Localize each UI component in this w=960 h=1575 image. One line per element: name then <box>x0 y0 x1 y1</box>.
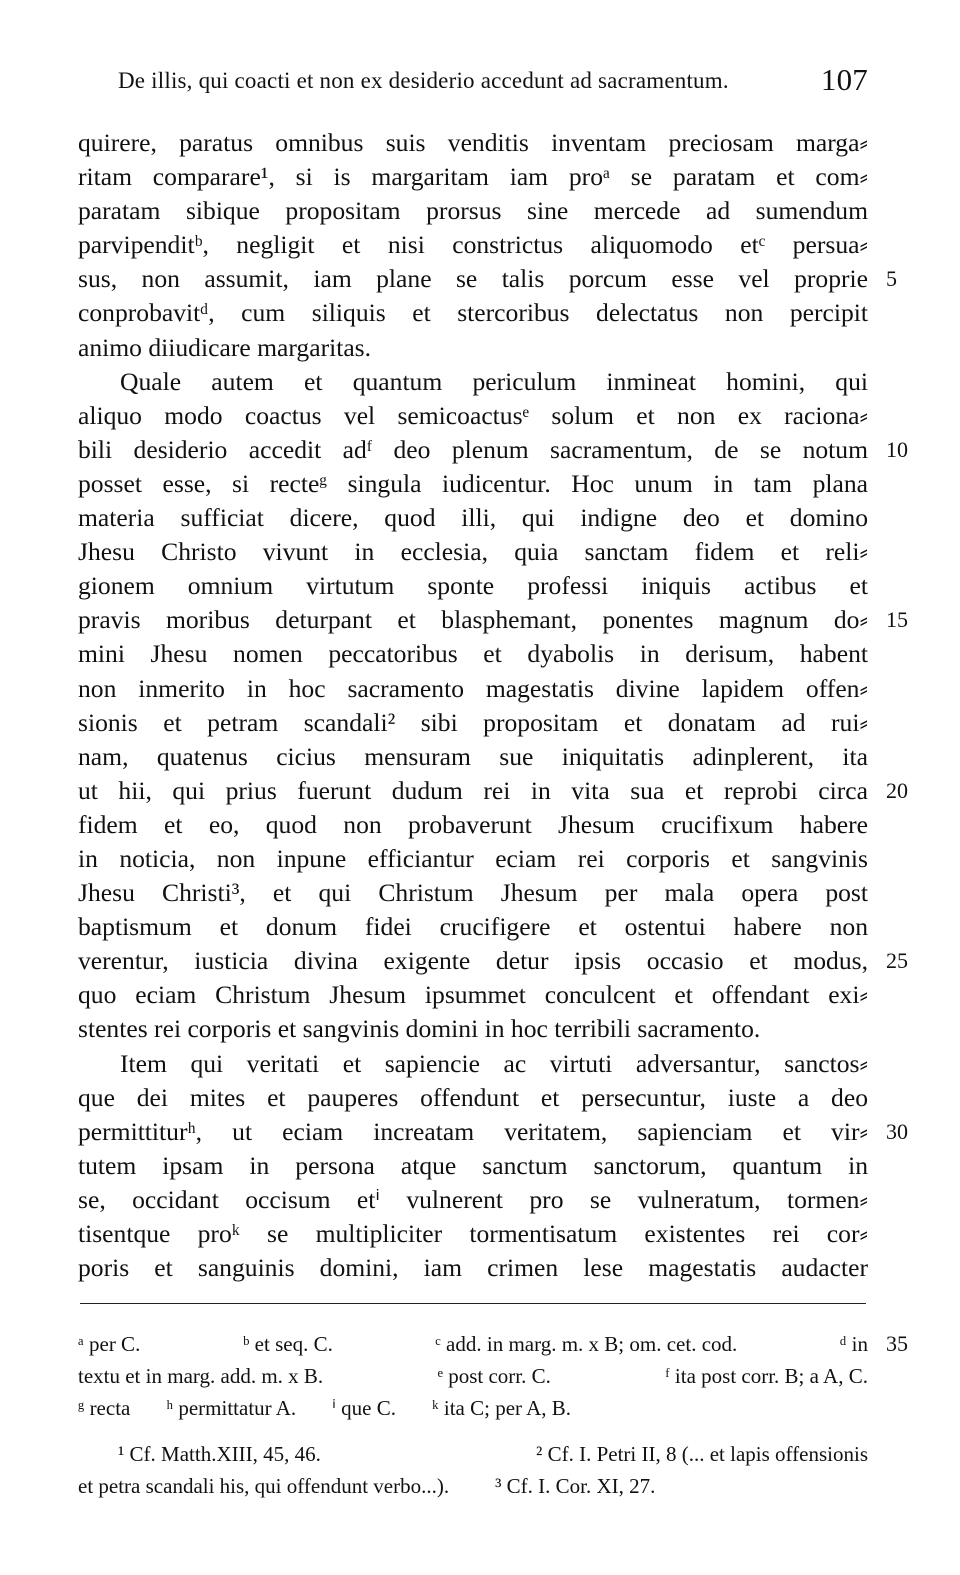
citation-note: ¹ Cf. Matth.XIII, 45, 46. <box>118 1442 321 1466</box>
text-line <box>78 262 897 296</box>
text-line <box>78 296 868 330</box>
text-line <box>78 774 908 808</box>
line-text: pravis moribus deturpant et blasphemant, ponentes magnum do⸗ <box>78 605 868 635</box>
line-text: parvipenditᵇ, negligit et nisi constrictus aliquomodo etᶜ persua⸗ <box>78 230 868 260</box>
citation-note: ² Cf. I. Petri II, 8 (... et lapis offensionis <box>536 1442 868 1466</box>
variant-note: ⁱ que C. <box>332 1396 397 1420</box>
line-text: tutem ipsam in persona atque sanctum sanctorum, quantum in <box>78 1150 868 1180</box>
line-text: que dei mites et pauperes offendunt et persecuntur, iuste a deo <box>78 1082 868 1112</box>
line-text: Jhesu Christo vivunt in ecclesia, quia sanctam fidem et reli⸗ <box>78 537 868 567</box>
line-text: materia sufficiat dicere, quod illi, qui indigne deo et domino <box>78 503 868 533</box>
line-text: aliquo modo coactus vel semicoactusᵉ solum et non ex raciona⸗ <box>78 400 868 430</box>
text-line <box>78 910 868 944</box>
text-line <box>78 1217 868 1251</box>
footnotes <box>78 1328 908 1502</box>
line-text: Quale autem et quantum periculum inmineat homini, qui <box>120 366 868 396</box>
line-text: quo eciam Christum Jhesum ipsummet conculcent et offendant exi⸗ <box>78 980 868 1010</box>
text-line <box>78 672 868 706</box>
text-line <box>78 569 868 603</box>
line-number: 25 <box>886 948 908 974</box>
line-text: permittiturʰ, ut eciam increatam veritatem, sapienciam et vir⸗ <box>78 1116 868 1146</box>
text-line <box>78 365 868 399</box>
variant-note: ᵍ recta <box>78 1396 131 1420</box>
text-line <box>78 194 868 228</box>
running-title: De illis, qui coacti et non ex desiderio accedunt ad sacramentum. <box>118 68 729 93</box>
line-number: 30 <box>886 1118 908 1144</box>
line-text: verentur, iusticia divina exigente detur ipsis occasio et modus, <box>78 946 868 976</box>
text-line <box>78 1115 908 1149</box>
text-line <box>78 399 868 433</box>
text-line <box>78 1012 868 1046</box>
line-text: Item qui veritati et sapiencie ac virtuti adversantur, sanctos⸗ <box>120 1048 868 1078</box>
text-line <box>78 842 868 876</box>
line-number: 5 <box>886 266 897 292</box>
text-line <box>78 160 868 194</box>
variant-note: ᵃ per C. <box>78 1332 141 1356</box>
line-text: Jhesu Christi³, et qui Christum Jhesum per mala opera post <box>78 878 868 908</box>
line-text: nam, quatenus cicius mensuram sue iniquitatis adinplerent, ita <box>78 741 868 771</box>
text-line <box>78 1149 868 1183</box>
variant-note: ᵉ post corr. C. <box>437 1364 551 1388</box>
text-line <box>78 944 908 978</box>
line-text: fidem et eo, quod non probaverunt Jhesum crucifixum habere <box>78 809 868 839</box>
line-text: baptismum et donum fidei crucifigere et ostentui habere non <box>78 912 868 942</box>
text-line <box>78 228 868 262</box>
variant-note-row <box>78 1360 868 1392</box>
variant-note: ᶠ ita post corr. B; a A, C. <box>665 1364 868 1388</box>
variant-note-row <box>78 1392 868 1424</box>
variant-note: ᵇ et seq. C. <box>242 1332 333 1356</box>
line-number: 35 <box>886 1331 908 1356</box>
variant-note: ᵈ in <box>839 1332 868 1356</box>
text-line <box>78 467 868 501</box>
text-line <box>78 1251 868 1285</box>
variant-note: ᵏ ita C; per A, B. <box>432 1396 572 1420</box>
line-text: in noticia, non inpune efficiantur eciam rei corporis et sangvinis <box>78 843 868 873</box>
text-line <box>78 978 868 1012</box>
line-text: se, occidant occisum etⁱ vulnerent pro se vulneratum, tormen⸗ <box>78 1184 868 1214</box>
line-text: gionem omnium virtutum sponte professi iniquis actibus et <box>78 571 868 601</box>
line-text: posset esse, si recteᵍ singula iudicentur. Hoc unum in tam plana <box>78 468 868 498</box>
line-text: bili desiderio accedit adᶠ deo plenum sacramentum, de se notum <box>78 434 868 464</box>
line-text: animo diiudicare margaritas. <box>78 332 372 362</box>
line-text: stentes rei corporis et sangvinis domini in hoc terribili sacramento. <box>78 1014 761 1044</box>
text-line <box>78 535 868 569</box>
citation-row <box>78 1470 868 1502</box>
line-text: poris et sanguinis domini, iam crimen lese magestatis audacter <box>78 1253 868 1283</box>
line-text: tisentque proᵏ se multipliciter tormentisatum existentes rei cor⸗ <box>78 1219 868 1248</box>
citation-row <box>78 1438 868 1470</box>
text-line <box>78 1081 868 1115</box>
citation-note: et petra scandali his, qui offendunt verbo...). <box>78 1474 450 1498</box>
text-line <box>78 603 908 637</box>
variant-note: ᶜ add. in marg. m. x B; om. cet. cod. <box>435 1332 738 1356</box>
line-text: ritam comparare¹, si is margaritam iam proᵃ se paratam et com⸗ <box>78 162 868 192</box>
text-line <box>78 808 868 842</box>
text-line <box>78 126 868 160</box>
text-line <box>78 637 868 671</box>
line-text: sus, non assumit, iam plane se talis porcum esse vel proprie <box>78 264 868 294</box>
main-text <box>78 126 908 1285</box>
footnote-divider <box>80 1303 866 1304</box>
text-line <box>78 740 868 774</box>
line-text: conprobavitᵈ, cum siliquis et stercoribus delectatus non percipit <box>78 298 868 328</box>
page-number: 107 <box>820 62 868 97</box>
text-line <box>78 706 868 740</box>
text-line <box>78 1047 868 1081</box>
line-text: quirere, paratus omnibus suis venditis inventam preciosam marga⸗ <box>78 128 868 157</box>
variant-note: ʰ permittatur A. <box>166 1396 297 1420</box>
text-line <box>78 1183 868 1217</box>
running-header <box>118 62 878 102</box>
line-number: 20 <box>886 777 908 803</box>
variant-note: textu et in marg. add. m. x B. <box>78 1364 324 1388</box>
variant-note-row <box>78 1328 908 1360</box>
text-line <box>78 433 908 467</box>
line-number: 10 <box>886 436 908 462</box>
text-line <box>78 501 868 535</box>
line-text: ut hii, qui prius fuerunt dudum rei in vita sua et reprobi circa <box>78 775 868 805</box>
line-number: 15 <box>886 607 908 633</box>
citation-note: ³ Cf. I. Cor. XI, 27. <box>495 1474 656 1498</box>
text-line <box>78 331 868 365</box>
line-text: paratam sibique propositam prorsus sine mercede ad sumendum <box>78 196 868 226</box>
text-line <box>78 876 868 910</box>
line-text: mini Jhesu nomen peccatoribus et dyabolis in derisum, habent <box>78 639 868 669</box>
line-text: sionis et petram scandali² sibi propositam et donatam ad rui⸗ <box>78 707 868 737</box>
line-text: non inmerito in hoc sacramento magestatis divine lapidem offen⸗ <box>78 673 868 703</box>
